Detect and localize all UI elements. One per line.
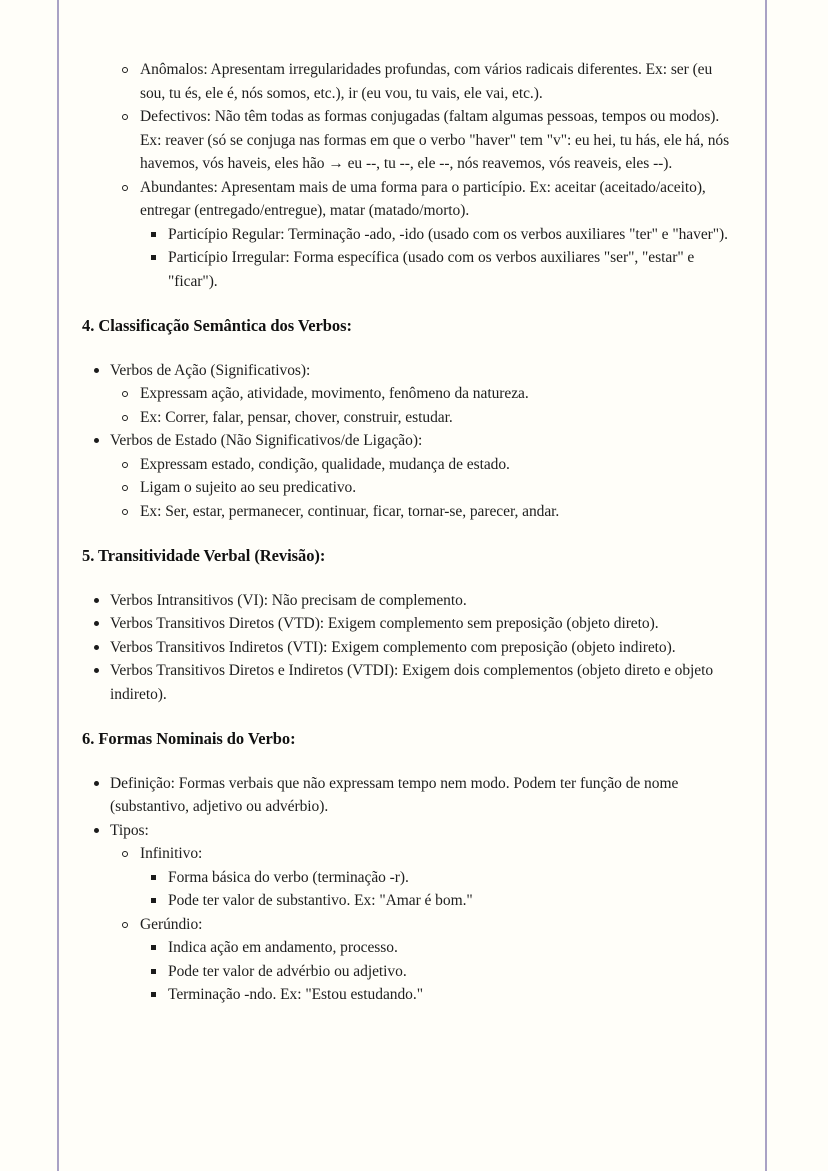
list-item <box>59 246 737 293</box>
section-heading: 5. Transitividade Verbal (Revisão): <box>82 546 326 565</box>
list-item-text: Abundantes: Apresentam mais de uma forma para o particípio. Ex: aceitar (aceitado/aceito), entregar (entregado/entregue), matar (matado/morto). <box>140 178 706 219</box>
section-heading: 4. Classificação Semântica dos Verbos: <box>82 316 352 335</box>
list-item <box>59 406 737 430</box>
disc-bullet-icon <box>94 438 99 443</box>
list-item <box>59 960 737 984</box>
disc-bullet-icon <box>94 828 99 833</box>
list-item-text: Expressam ação, atividade, movimento, fenômeno da natureza. <box>140 385 529 402</box>
list-item-text: Infinitivo: <box>140 845 203 862</box>
list-item <box>59 589 737 613</box>
page-border-right <box>765 0 767 1171</box>
list-item <box>59 842 737 866</box>
list-item-text: Ex: Correr, falar, pensar, chover, construir, estudar. <box>140 408 453 426</box>
list-item-text: Pode ter valor de advérbio ou adjetivo. <box>168 962 407 980</box>
list-item <box>59 453 737 477</box>
list-item-text: Anômalos: Apresentam irregularidades profundas, com vários radicais diferentes. Ex: ser (eu sou, tu és, ele é, nós somos, etc.), ir (eu vou, tu vais, ele vai, etc.). <box>140 61 713 102</box>
list-item <box>59 612 737 636</box>
square-bullet-icon <box>151 969 156 974</box>
list-item-text: Tipos: <box>110 821 149 839</box>
disc-bullet-icon <box>94 645 99 650</box>
circle-bullet-icon <box>122 851 128 857</box>
list-item-text: Definição: Formas verbais que não expressam tempo nem modo. Podem ter função de nome (substantivo, adjetivo ou advérbio). <box>110 774 679 815</box>
list-item <box>59 936 737 960</box>
list-item-text: Pode ter valor de substantivo. Ex: "Amar é bom." <box>168 892 473 909</box>
list-item <box>59 772 737 819</box>
list-item-text: Expressam estado, condição, qualidade, mudança de estado. <box>140 455 510 473</box>
circle-bullet-icon <box>122 114 128 120</box>
list-item-text: Verbos Transitivos Diretos (VTD): Exigem complemento sem preposição (objeto direto). <box>110 615 659 632</box>
square-bullet-icon <box>151 875 156 880</box>
list-item <box>59 176 737 223</box>
list-item <box>59 866 737 890</box>
list-item-text: Forma básica do verbo (terminação -r). <box>168 868 409 886</box>
list-item <box>59 429 737 453</box>
list-item-text: Verbos de Ação (Significativos): <box>110 361 311 379</box>
list-item <box>59 983 737 1007</box>
list-item-text: Indica ação em andamento, processo. <box>168 939 398 956</box>
list-item <box>59 382 737 406</box>
disc-bullet-icon <box>94 668 99 673</box>
section-heading: 6. Formas Nominais do Verbo: <box>82 729 296 748</box>
list-item-text: Verbos Transitivos Diretos e Indiretos (VTDI): Exigem dois complementos (objeto direto e objeto indireto). <box>110 662 714 703</box>
disc-bullet-icon <box>94 598 99 603</box>
disc-bullet-icon <box>94 368 99 373</box>
list-item <box>59 58 737 105</box>
list-item-text: Ligam o sujeito ao seu predicativo. <box>140 479 357 496</box>
list-item <box>59 913 737 937</box>
list-item <box>59 636 737 660</box>
square-bullet-icon <box>151 232 156 237</box>
list-item-text: Gerúndio: <box>140 915 203 933</box>
list-item <box>59 359 737 383</box>
square-bullet-icon <box>151 898 156 903</box>
circle-bullet-icon <box>122 185 128 191</box>
circle-bullet-icon <box>122 391 128 397</box>
circle-bullet-icon <box>122 922 128 928</box>
circle-bullet-icon <box>122 67 128 73</box>
circle-bullet-icon <box>122 415 128 421</box>
list-item-text: Verbos Transitivos Indiretos (VTI): Exigem complemento com preposição (objeto indireto). <box>110 638 676 656</box>
list-item <box>59 476 737 500</box>
square-bullet-icon <box>151 945 156 950</box>
circle-bullet-icon <box>122 462 128 468</box>
list-item-text: Verbos de Estado (Não Significativos/de Ligação): <box>110 432 423 449</box>
disc-bullet-icon <box>94 621 99 626</box>
square-bullet-icon <box>151 255 156 260</box>
list-item-text: Defectivos: Não têm todas as formas conjugadas (faltam algumas pessoas, tempos ou modos). Ex: reaver (só se conjuga nas formas em que o verbo "haver" tem "v": eu hei, tu hás, ele há, nós havemos, vós haveis, eles hão → eu --, tu --, ele --, nós reavemos, vós reaveis, eles --). <box>140 108 730 172</box>
list-item-text: Terminação -ndo. Ex: "Estou estudando." <box>168 986 423 1003</box>
circle-bullet-icon <box>122 509 128 515</box>
circle-bullet-icon <box>122 485 128 491</box>
list-item-text: Verbos Intransitivos (VI): Não precisam de complemento. <box>110 591 467 609</box>
document-content <box>59 0 765 1007</box>
square-bullet-icon <box>151 992 156 997</box>
list-item <box>59 105 737 176</box>
list-item-text: Particípio Irregular: Forma específica (usado com os verbos auxiliares "ser", "estar" e "ficar"). <box>168 249 695 290</box>
list-item <box>59 819 737 843</box>
list-item <box>59 659 737 706</box>
list-item <box>59 223 737 247</box>
list-item <box>59 500 737 524</box>
list-item-text: Ex: Ser, estar, permanecer, continuar, ficar, tornar-se, parecer, andar. <box>140 502 560 520</box>
disc-bullet-icon <box>94 781 99 786</box>
list-item-text: Particípio Regular: Terminação -ado, -ido (usado com os verbos auxiliares "ter" e "haver"). <box>168 225 728 243</box>
list-item <box>59 889 737 913</box>
